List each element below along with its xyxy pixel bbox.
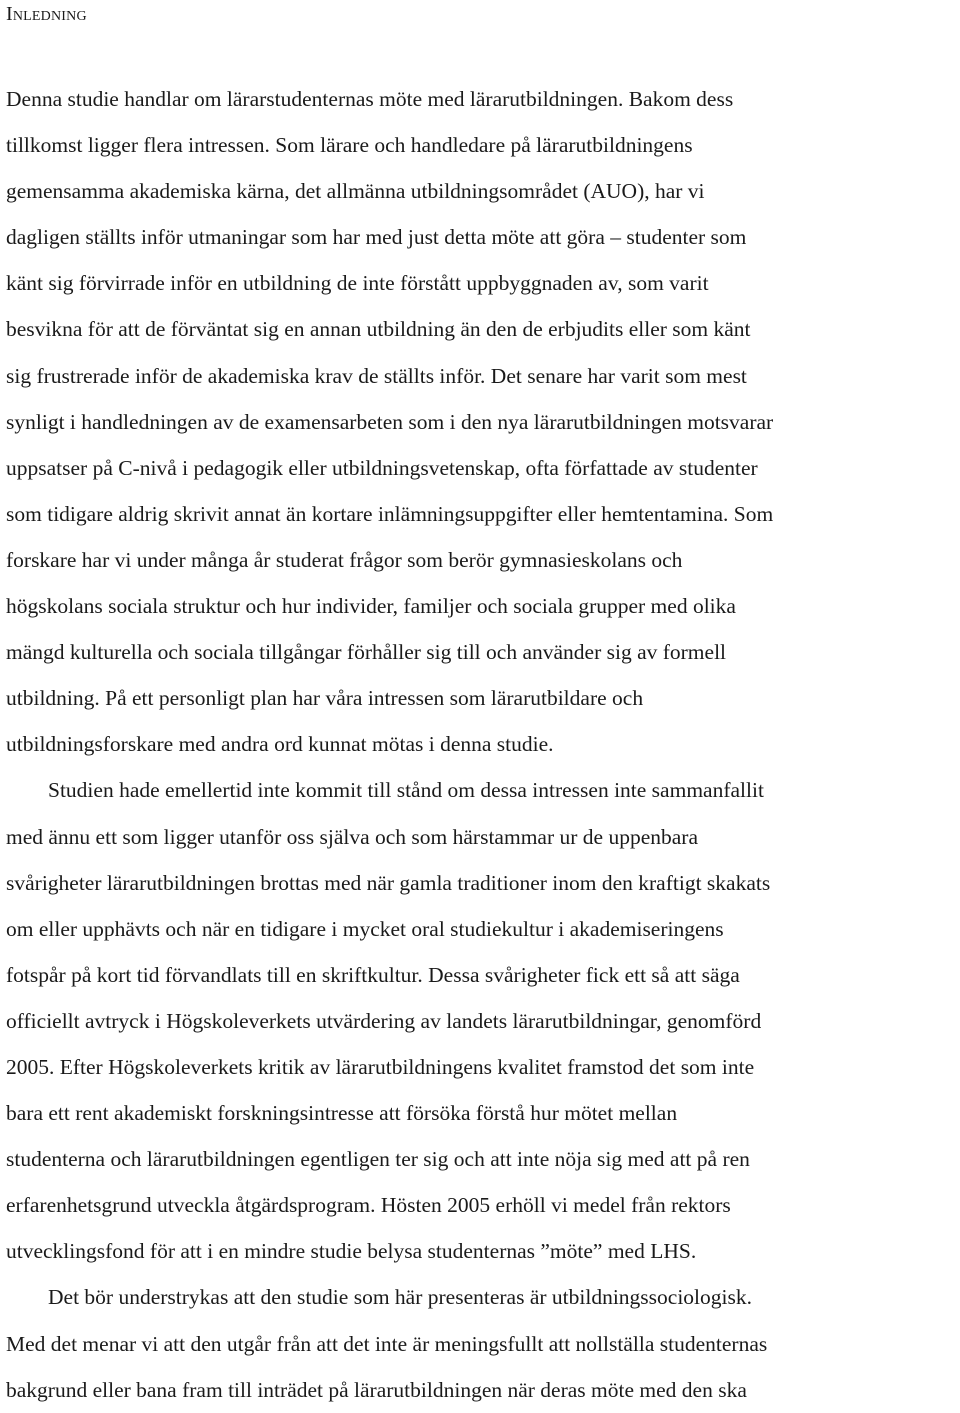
text-line: Det bör understrykas att den studie som här presenteras är utbildningssociologisk. [48, 1285, 752, 1310]
text-line: synligt i handledningen av de examensarbeten som i den nya lärarutbildningen motsvarar [6, 409, 774, 434]
text-line: officiellt avtryck i Högskoleverkets utvärdering av landets lärarutbildningar, genomförd [6, 1008, 762, 1033]
text-line: erfarenhetsgrund utveckla åtgärdsprogram. Hösten 2005 erhöll vi medel från rektors [6, 1193, 731, 1218]
text-line: om eller upphävts och när en tidigare i mycket oral studiekultur i akademiseringens [6, 916, 724, 941]
text-line: besvikna för att de förväntat sig en annan utbildning än den de erbjudits eller som känt [6, 317, 751, 342]
text-line: högskolans sociala struktur och hur individer, familjer och sociala grupper med olika [6, 594, 736, 619]
paragraph-1 [6, 76, 956, 767]
text-line: 2005. Efter Högskoleverkets kritik av lärarutbildningens kvalitet framstod det som inte [6, 1054, 755, 1079]
text-line: bakgrund eller bana fram till inträdet på lärarutbildningen när deras möte med den ska [6, 1377, 747, 1402]
text-line: utbildningsforskare med andra ord kunnat mötas i denna studie. [6, 732, 554, 757]
text-line: med ännu ett som ligger utanför oss själva och som härstammar ur de uppenbara [6, 824, 698, 849]
text-line: studenterna och lärarutbildningen egentligen ter sig och att inte nöja sig med att på ren [6, 1147, 750, 1172]
text-line: svårigheter lärarutbildningen brottas med när gamla traditioner inom den kraftigt skakats [6, 870, 771, 895]
text-line: mängd kulturella och sociala tillgångar förhåller sig till och använder sig av formell [6, 640, 727, 665]
text-line: utbildning. På ett personligt plan har våra intressen som lärarutbildare och [6, 686, 644, 711]
text-line: uppsatser på C-nivå i pedagogik eller utbildningsvetenskap, ofta författade av studenter [6, 455, 758, 480]
text-line: som tidigare aldrig skrivit annat än kortare inlämningsuppgifter eller hemtentamina. Som [6, 501, 774, 526]
paragraph-3 [6, 1274, 956, 1412]
text-line: Denna studie handlar om lärarstudenternas möte med lärarutbildningen. Bakom dess [6, 87, 734, 111]
text-line: tillkomst ligger flera intressen. Som lärare och handledare på lärarutbildningens [6, 133, 693, 158]
paragraph-2 [6, 767, 956, 1274]
text-line: fotspår på kort tid förvandlats till en skriftkultur. Dessa svårigheter fick ett så att säga [6, 962, 740, 987]
text-line: Studien hade emellertid inte kommit till stånd om dessa intressen inte sammanfallit [48, 778, 764, 803]
text-line: sig frustrerade inför de akademiska krav de ställts inför. Det senare har varit som mest [6, 363, 747, 388]
text-line: dagligen ställts inför utmaningar som har med just detta möte att göra – studenter som [6, 225, 747, 250]
text-line: gemensamma akademiska kärna, det allmänna utbildningsområdet (AUO), har vi [6, 179, 705, 204]
text-line: utvecklingsfond för att i en mindre studie belysa studenternas ”möte” med LHS. [6, 1239, 697, 1264]
section-heading: Inledning [6, 3, 87, 25]
text-line: bara ett rent akademiskt forskningsintresse att försöka förstå hur mötet mellan [6, 1101, 678, 1126]
text-line: Med det menar vi att den utgår från att det inte är meningsfullt att nollställa studenternas [6, 1331, 768, 1356]
text-line: forskare har vi under många år studerat frågor som berör gymnasieskolans och [6, 547, 683, 572]
text-line: känt sig förvirrade inför en utbildning de inte förstått uppbyggnaden av, som varit [6, 271, 709, 296]
